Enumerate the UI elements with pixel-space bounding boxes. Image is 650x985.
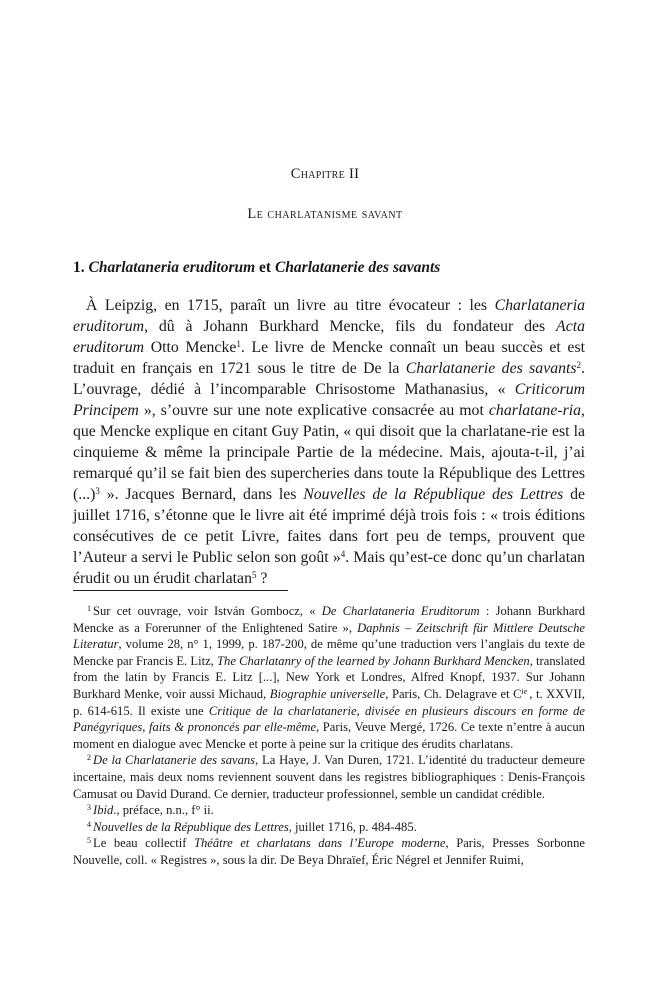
footnote-5 [73, 835, 585, 868]
superscript: ie [521, 686, 528, 696]
text-run: , Paris, Presses Sorbonne Nouvelle, coll. « Registres », sous la dir. De Beya Dhraïef, Éric Négrel et Jennifer Ruimi, [73, 836, 585, 867]
footnote-4 [73, 819, 585, 836]
footnote-number: 3 [87, 803, 91, 813]
section-title-french: Charlatanerie des savants [274, 259, 441, 276]
text-run: , dû à Johann Burkhard Mencke, fils du fondateur des [144, 318, 557, 335]
footnote-2 [73, 752, 585, 802]
section-heading [73, 259, 593, 277]
italic-run: Charlataneria eruditorum [73, 297, 585, 335]
footnote-ref-3[interactable]: 3 [95, 486, 100, 496]
italic-run: charlatane-ria [488, 402, 582, 419]
footnote-3 [73, 802, 585, 819]
italic-run: De la Charlatanerie des savans [93, 753, 256, 768]
text-run: , t. XXVII, p. 614-615. Il existe une [73, 686, 585, 718]
text-run: », s’ouvre sur une note explicative consacrée au mot [138, 402, 489, 419]
footnotes [73, 603, 585, 869]
chapter-title: Le charlatanisme savant [247, 206, 403, 222]
text-run: , Paris, Ch. Delagrave et C [385, 686, 522, 701]
section-number: 1. [73, 259, 85, 276]
text-run: , La Haye, J. Van Duren, 1721. L’identité du traducteur demeure incertaine, mais deux noms reviennent souvent dans les registres bibliographiques : Denis-François Camusat ou David Durand. Ce dernier, traducteur professionnel, semble un candidat crédible. [73, 753, 585, 801]
footnote-1 [73, 603, 585, 752]
footnote-number: 4 [87, 819, 91, 829]
text-run: À Leipzig, en 1715, paraît un livre au titre évocateur : les [86, 297, 495, 314]
text-run: Otto Mencke [144, 339, 237, 356]
paragraph [73, 295, 585, 589]
italic-run: Nouvelles de la République des Lettres [93, 819, 289, 834]
italic-run: Criticorum Principem [73, 381, 585, 419]
footnote-ref-5[interactable]: 5 [251, 570, 257, 580]
footnote-ref-4[interactable]: 4 [340, 549, 346, 559]
italic-run: Charlatanerie des savants [405, 360, 577, 377]
text-run: , Paris, Veuve Mergé, 1726. Ce texte n’entre à aucun moment en dialogue avec Mencke et porte à peine sur la critique des érudits charlatans. [73, 720, 585, 751]
footnote-divider [73, 590, 288, 591]
text-run: ». Jacques Bernard, dans les [99, 486, 304, 503]
italic-run: Biographie universelle [269, 686, 386, 701]
text-run: : Johann Burkhard Mencke as a Forerunner of the Enlightened Satire », [73, 604, 586, 635]
italic-run: Nouvelles de la République des Lettres [303, 486, 564, 503]
italic-run: Théâtre et charlatans dans l’Europe moderne [193, 836, 446, 851]
text-run: , que Mencke explique en citant Guy Patin, « qui disoit que la charlatane-rie est la cinquieme & même la principale Partie de la médecine. Mais, ajouta-t-il, j’ai remarqué qu’il se fait bien des supercheries dans toute la République des Lettres (...) [73, 402, 585, 503]
italic-run: Ibid [93, 803, 114, 818]
text-run: ? [256, 570, 268, 587]
body-text [73, 295, 585, 589]
text-run: , volume 28, n° 1, 1999, p. 187-200, de même qu’une traduction vers l’anglais du texte de Mencke par Francis E. Litz, [73, 637, 585, 668]
text-run: , juillet 1716, p. 484-485. [288, 819, 417, 834]
text-run: . Le livre de Mencke connaît un beau succès et est traduit en français en 1721 sous le titre de De la [73, 339, 585, 377]
text-run: , translated from the latin by Francis E. Litz [...], New York et Londres, Alfred Knopf, 1937. Sur Johann Burkhard Menke, voir aussi Michaud, [73, 653, 585, 701]
text-run: . L’ouvrage, dédié à l’incomparable Chrisostome Mathanasius, « [73, 360, 585, 398]
italic-run: Critique de la charlatanerie, divisée en plusieurs discours en forme de Panégyriques, faits & prononcés par elle-même [73, 703, 586, 735]
footnote-ref-2[interactable]: 2 [576, 360, 582, 370]
footnote-number: 5 [87, 836, 91, 846]
footnote-ref-1[interactable]: 1 [236, 339, 241, 349]
italic-run: Daphnis – Zeitschrift für Mittlere Deutsche Literatur [73, 620, 586, 652]
footnote-number: 1 [87, 604, 91, 613]
italic-run: De Charlataneria Eruditorum [321, 604, 480, 618]
footnote-number: 2 [87, 753, 91, 763]
section-connector: et [259, 259, 272, 276]
text-run: Sur cet ouvrage, voir István Gombocz, « [93, 604, 322, 618]
text-run: Le beau collectif [93, 836, 194, 851]
italic-run: The Charlatanry of the learned by Johann Burkhard Mencken [217, 653, 530, 668]
chapter-label: Chapitre II [290, 166, 360, 182]
text-run: . Mais qu’est-ce donc qu’un charlatan érudit ou un érudit charlatan [73, 549, 585, 587]
italic-run: Acta eruditorum [73, 318, 585, 356]
section-title-latin: Charlataneria eruditorum [88, 259, 256, 276]
text-run: ., préface, n.n., f° ii. [113, 803, 214, 818]
text-run: de juillet 1716, s’étonne que le livre ait été imprimé déjà trois fois : « trois éditions consécutives de ce petit Livre, faites dans fort peu de temps, prouvent que l’Auteur a servi le Public selon son goût » [73, 486, 586, 566]
